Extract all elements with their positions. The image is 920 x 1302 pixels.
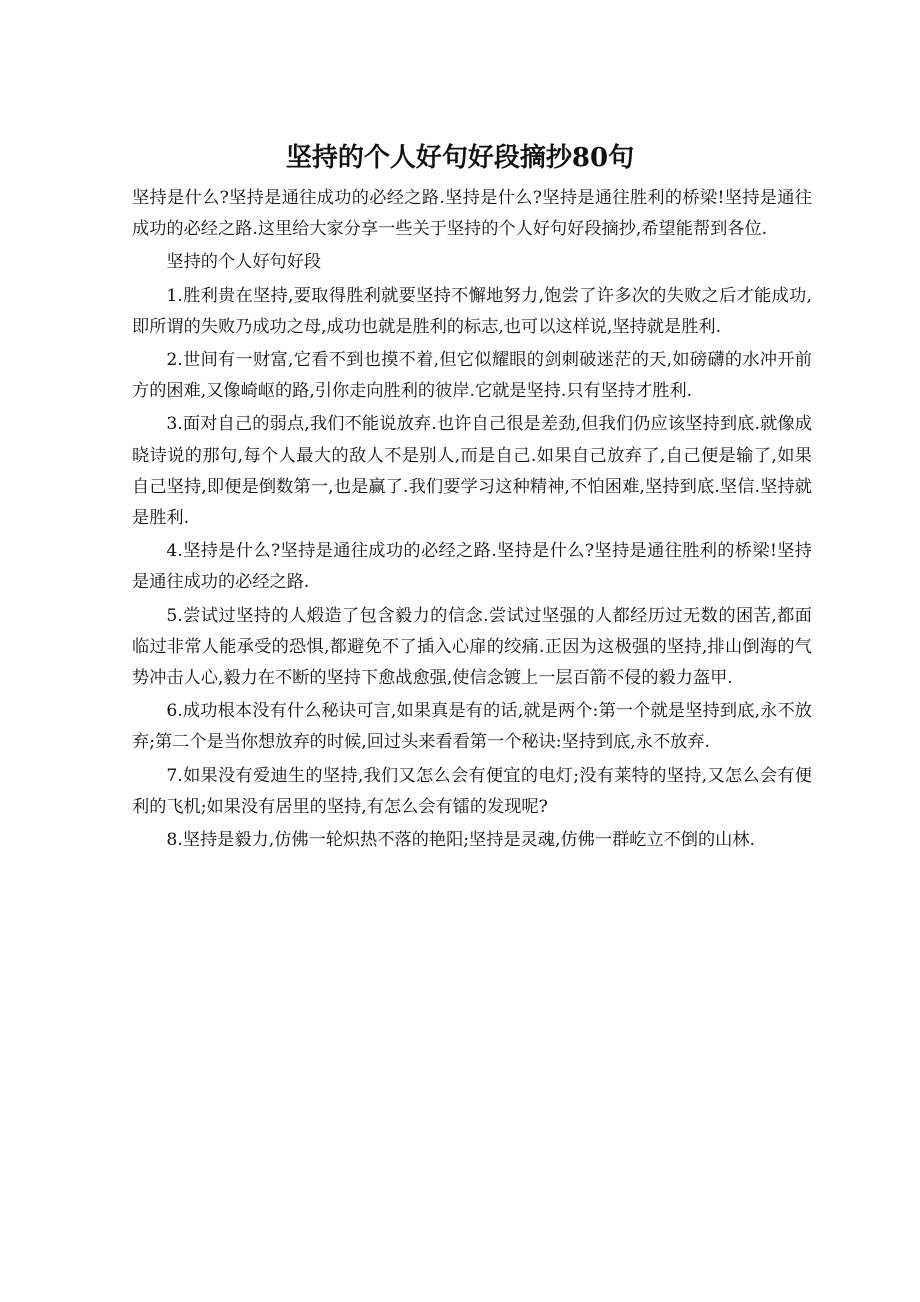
- quote-paragraph-3: 3.面对自己的弱点,我们不能说放弃.也许自己很是差劲,但我们仍应该坚持到底.就像成晓诗说的那句,每个人最大的敌人不是别人,而是自己.如果自己放弃了,自己便是输了,如果自己坚持,即便是倒数第一,也是赢了.我们要学习这种精神,不怕困难,坚持到底.坚信.坚持就是胜利.: [132, 414, 812, 529]
- quote-paragraph-7: 7.如果没有爱迪生的坚持,我们又怎么会有便宜的电灯;没有莱特的坚持,又怎么会有便利的飞机;如果没有居里的坚持,有怎么会有镭的发现呢?: [132, 765, 812, 817]
- document-title: 坚持的个人好句好段摘抄80句: [285, 143, 635, 173]
- quote-paragraph-5: 5.尝试过坚持的人煅造了包含毅力的信念.尝试过坚强的人都经历过无数的困苦,都面临过非常人能承受的恐惧,都避免不了插入心扉的绞痛.正因为这极强的坚持,排山倒海的气势冲击人心,毅力在不断的坚持下愈战愈强,使信念镀上一层百箭不侵的毅力盔甲.: [132, 605, 812, 689]
- quote-paragraph-8: 8.坚持是毅力,仿佛一轮炽热不落的艳阳;坚持是灵魂,仿佛一群屹立不倒的山林.: [166, 830, 755, 851]
- intro-paragraph: 坚持是什么?坚持是通往成功的必经之路.坚持是什么?坚持是通往胜利的桥梁!坚持是通往成功的必经之路.这里给大家分享一些关于坚持的个人好句好段摘抄,希望能帮到各位.: [132, 188, 812, 240]
- section-heading: 坚持的个人好句好段: [166, 252, 322, 273]
- quote-paragraph-2: 2.世间有一财富,它看不到也摸不着,但它似耀眼的剑刺破迷茫的天,如磅礴的水冲开前方的困难,又像崎岖的路,引你走向胜利的彼岸.它就是坚持.只有坚持才胜利.: [132, 350, 812, 402]
- quote-paragraph-6: 6.成功根本没有什么秘诀可言,如果真是有的话,就是两个:第一个就是坚持到底,永不放弃;第二个是当你想放弃的时候,回过头来看看第一个秘诀:坚持到底,永不放弃.: [132, 701, 812, 753]
- document-body: [132, 183, 812, 856]
- quote-paragraph-1: 1.胜利贵在坚持,要取得胜利就要坚持不懈地努力,饱尝了许多次的失败之后才能成功,即所谓的失败乃成功之母,成功也就是胜利的标志,也可以这样说,坚持就是胜利.: [132, 285, 812, 337]
- quote-paragraph-4: 4.坚持是什么?坚持是通往成功的必经之路.坚持是什么?坚持是通往胜利的桥梁!坚持是通往成功的必经之路.: [132, 541, 812, 593]
